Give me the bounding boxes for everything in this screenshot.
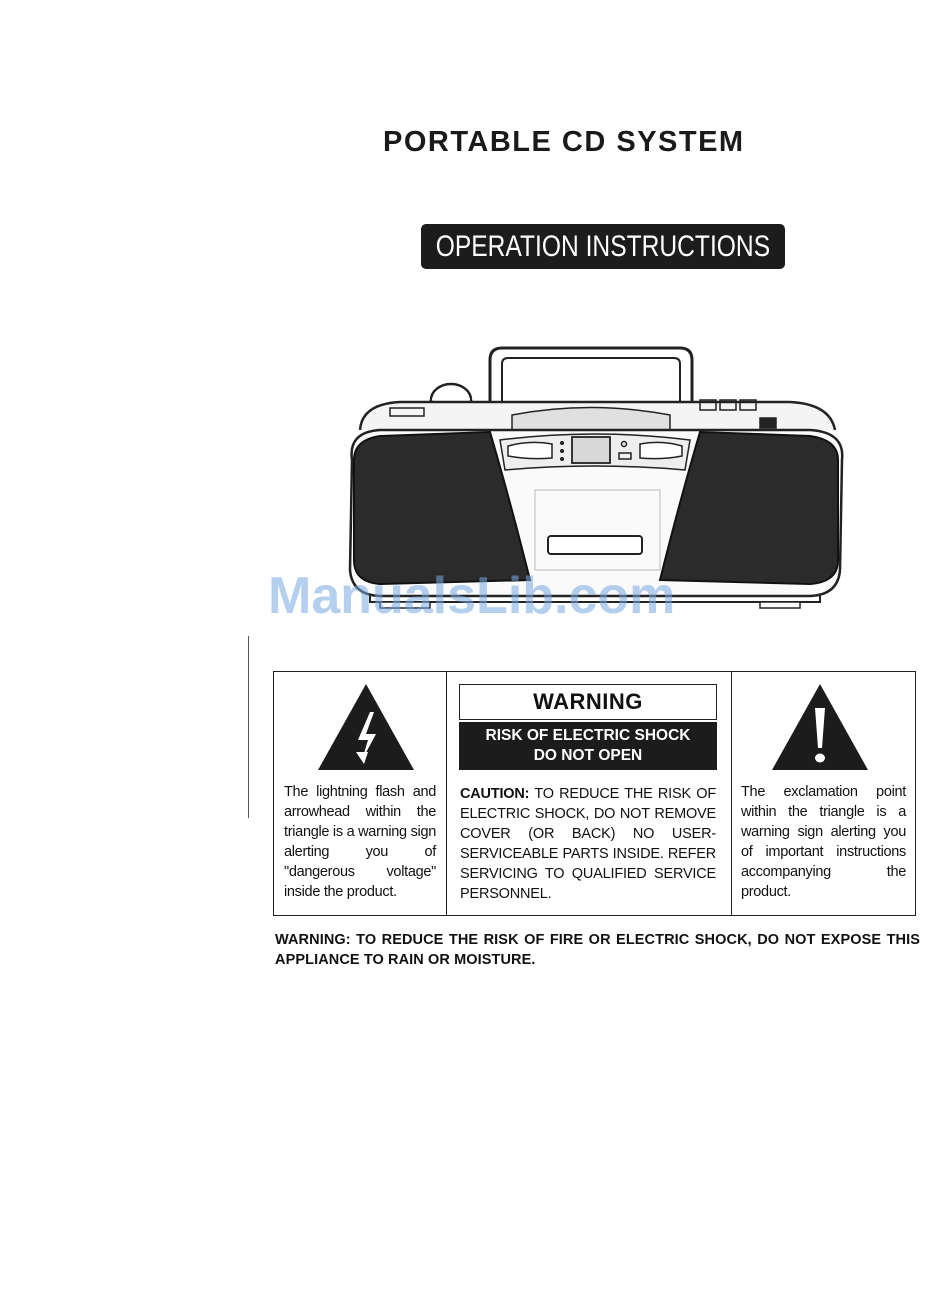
lightning-triangle-icon (316, 682, 416, 772)
warning-title: WARNING (459, 684, 717, 720)
caution-text (460, 784, 716, 904)
margin-rule (248, 636, 249, 818)
risk-line-2: DO NOT OPEN (533, 747, 643, 764)
exclamation-triangle-icon (770, 682, 870, 772)
warning-column (447, 672, 732, 915)
watermark: ManualsLib.com (268, 567, 676, 625)
caution-body: TO REDUCE THE RISK OF ELECTRIC SHOCK, DO NOT REMOVE COVER (OR BACK) NO USER-SERVICEABLE PARTS INSIDE. REFER SERVICING TO QUALIFIED SERVICE PERSONNEL. (460, 786, 716, 902)
caution-label: CAUTION: (460, 786, 530, 802)
lightning-description: The lightning flash and arrowhead within the triangle is a warning sign alerting you of "dangerous voltage" inside the product. (284, 784, 436, 900)
footer-warning: WARNING: TO REDUCE THE RISK OF FIRE OR ELECTRIC SHOCK, DO NOT EXPOSE THIS APPLIANCE TO RAIN OR MOISTURE. (275, 932, 920, 968)
exclamation-description: The exclamation point within the triangle is a warning sign alerting you of important instructions accompanying the product. (741, 784, 906, 900)
document-title: PORTABLE CD SYSTEM (383, 126, 745, 158)
banner-label: OPERATION INSTRUCTIONS (435, 229, 771, 263)
risk-line-1: RISK OF ELECTRIC SHOCK (485, 727, 691, 744)
lightning-column (274, 672, 447, 915)
warning-box (273, 671, 916, 916)
operation-instructions-banner (421, 224, 785, 269)
exclamation-column (732, 672, 914, 915)
risk-label (459, 722, 717, 770)
